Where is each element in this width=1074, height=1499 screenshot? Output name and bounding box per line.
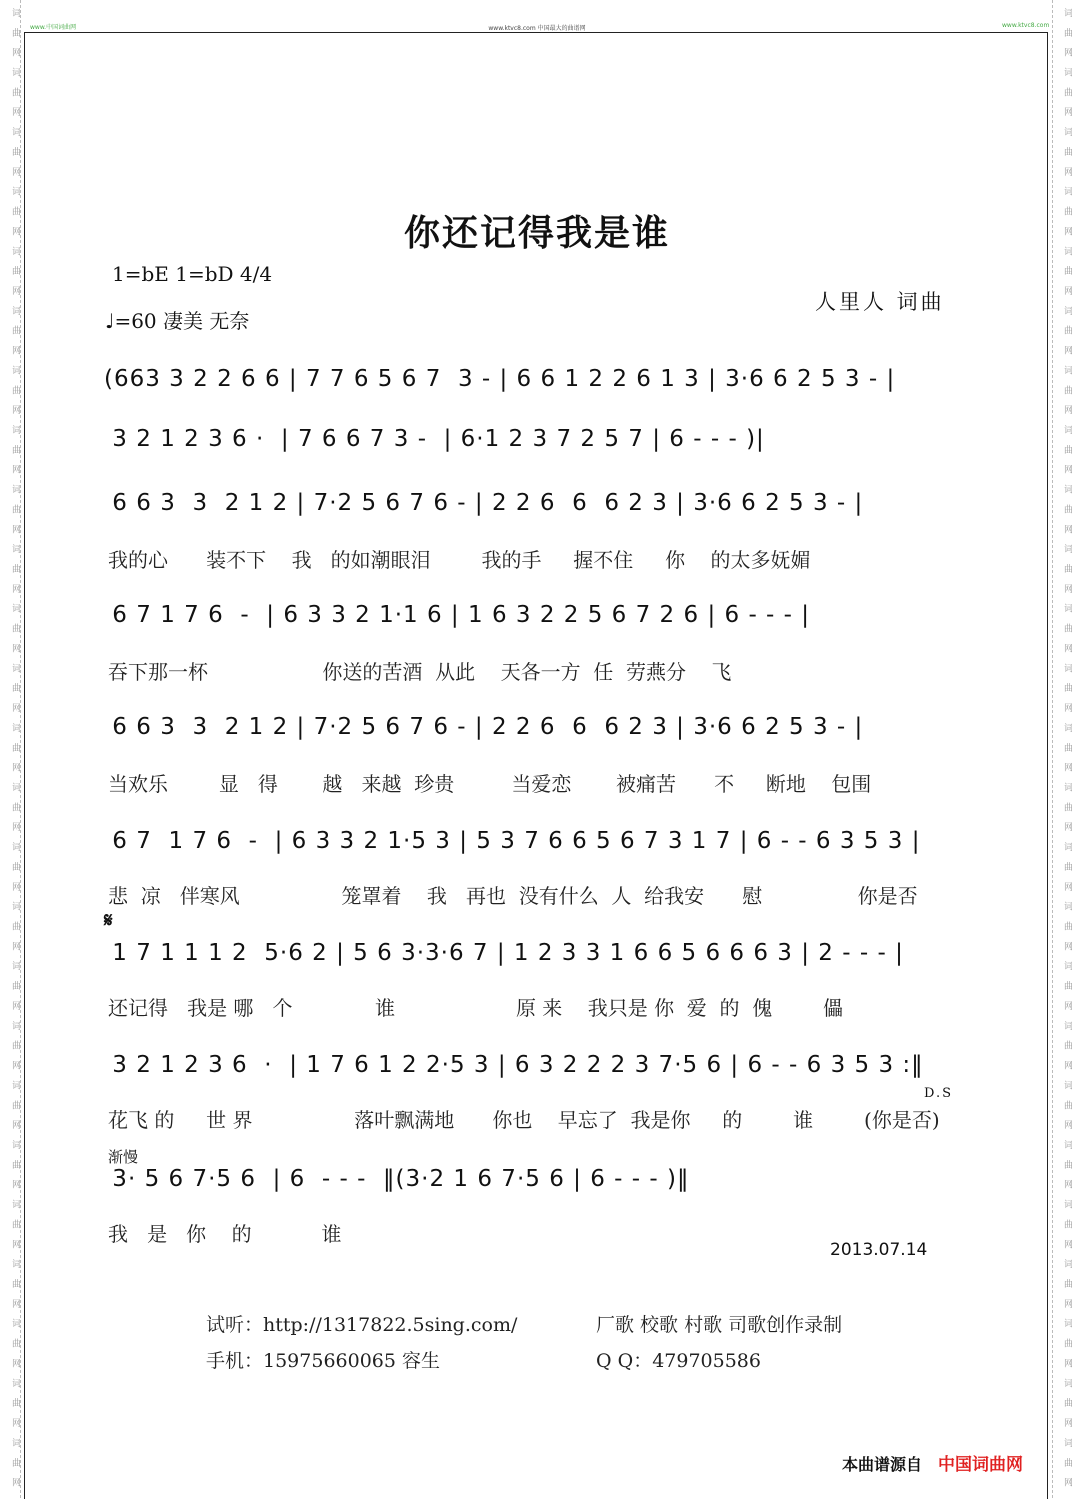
notation-line-7: 1 7 1 1 1 2 5·6 2 | 5 6 3·3·6 7 | 1 2 3 3 1 6 6 5 6 6 6 3 | 2 - - - |	[104, 940, 904, 966]
ds-marking: D.S	[924, 1086, 953, 1101]
composition-date: 2013.07.14	[830, 1240, 928, 1260]
quarter-note-icon: ♩	[105, 309, 115, 333]
song-title: 你还记得我是谁	[403, 213, 670, 254]
lyrics-line-6: 悲 凉 伴寒风 笼罩着 我 再也 没有什么 人 给我安 慰 你是否	[108, 884, 918, 908]
source-label: 本曲谱源自	[842, 1455, 923, 1474]
key-signature: 1=bE 1=bD 4/4	[112, 262, 273, 286]
qq-contact: Q Q：479705586	[596, 1350, 761, 1372]
lyrics-line-3: 我的心 装不下 我 的如潮眼泪 我的手 握不住 你 的太多妩媚	[108, 548, 811, 572]
studio-service: 厂歌 校歌 村歌 司歌创作录制	[596, 1314, 843, 1336]
segno-sign: 𝄋	[104, 908, 113, 932]
watermark-top-right: www.ktvc8.com	[1002, 22, 1050, 29]
lyrics-line-8: 花飞 的 世 界 落叶飘满地 你也 早忘了 我是你 的 谁 (你是否)	[108, 1108, 940, 1132]
notation-line-2: 3 2 1 2 3 6 · | 7 6 6 7 3 - | 6·1 2 3 7 2 5 7 | 6 - - - )|	[104, 426, 765, 452]
listen-link[interactable]: 试听：http://1317822.5sing.com/	[206, 1314, 518, 1336]
notation-line-1: (663 3 2 2 6 6 | 7 7 6 5 6 7 3 - | 6 6 1 2 2 6 1 3 | 3·6 6 2 5 3 - |	[104, 366, 896, 392]
notation-line-6: 6 7 1 7 6 - | 6 3 3 2 1·5 3 | 5 3 7 6 6 5 6 7 3 1 7 | 6 - - 6 3 5 3 |	[104, 828, 921, 854]
tempo-text: =60 凄美 无奈	[114, 309, 250, 333]
watermark-top-center: www.ktvc8.com 中国最大的曲谱网	[488, 25, 586, 32]
side-watermark-left: 词 曲 网 词 曲 网 词 曲 网 词 曲 网 词 曲 网 词 曲 网 词 曲 网 词 曲 网 词 曲 网 词 曲 网 词 曲 网 词 曲 网 词 曲 网 词 曲 网 词 曲 网 词 曲 网 词 曲 网 词 曲 网 词 曲 网 词 曲 网 词 曲 网 词 曲 网 词 曲 网 词 曲 网 词 曲 网	[10, 7, 20, 1491]
source-credit	[842, 1450, 1023, 1475]
lyrics-line-7: 还记得 我是 哪 个 谁 原 来 我只是 你 爱 的 傀 儡	[108, 996, 844, 1020]
source-brand-logo[interactable]: 中国词曲网	[938, 1455, 1024, 1475]
notation-line-5: 6 6 3 3 2 1 2 | 7·2 5 6 7 6 - | 2 2 6 6 6 2 3 | 3·6 6 2 5 3 - |	[104, 714, 864, 740]
notation-line-9: 3· 5 6 7·5 6 | 6 - - - ‖(3·2 1 6 7·5 6 | 6 - - - )‖	[104, 1166, 690, 1192]
phone-contact: 手机：15975660065 容生	[206, 1350, 441, 1372]
notation-line-8: 3 2 1 2 3 6 · | 1 7 6 1 2 2·5 3 | 6 3 2 2 2 3 7·5 6 | 6 - - 6 3 5 3 :‖	[104, 1052, 924, 1078]
notation-line-4: 6 7 1 7 6 - | 6 3 3 2 1·1 6 | 1 6 3 2 2 5 6 7 2 6 | 6 - - - |	[104, 602, 811, 628]
side-watermark-right: 词 曲 网 词 曲 网 词 曲 网 词 曲 网 词 曲 网 词 曲 网 词 曲 网 词 曲 网 词 曲 网 词 曲 网 词 曲 网 词 曲 网 词 曲 网 词 曲 网 词 曲 网 词 曲 网 词 曲 网 词 曲 网 词 曲 网 词 曲 网 词 曲 网 词 曲 网 词 曲 网 词 曲 网 词 曲 网	[1062, 7, 1072, 1491]
tempo-marking	[105, 305, 249, 334]
lyrics-line-4: 吞下那一杯 你送的苦酒 从此 天各一方 任 劳燕分 飞	[108, 660, 732, 684]
author-credit: 人里人 词曲	[815, 290, 945, 314]
ritardando-marking: 渐慢	[108, 1148, 139, 1166]
watermark-top-left: www.中国词曲网	[30, 24, 77, 31]
lyrics-line-5: 当欢乐 显 得 越 来越 珍贵 当爱恋 被痛苦 不 断地 包围	[108, 772, 872, 796]
lyrics-line-9: 我 是 你 的 谁	[108, 1222, 342, 1246]
notation-line-3: 6 6 3 3 2 1 2 | 7·2 5 6 7 6 - | 2 2 6 6 6 2 3 | 3·6 6 2 5 3 - |	[104, 490, 864, 516]
